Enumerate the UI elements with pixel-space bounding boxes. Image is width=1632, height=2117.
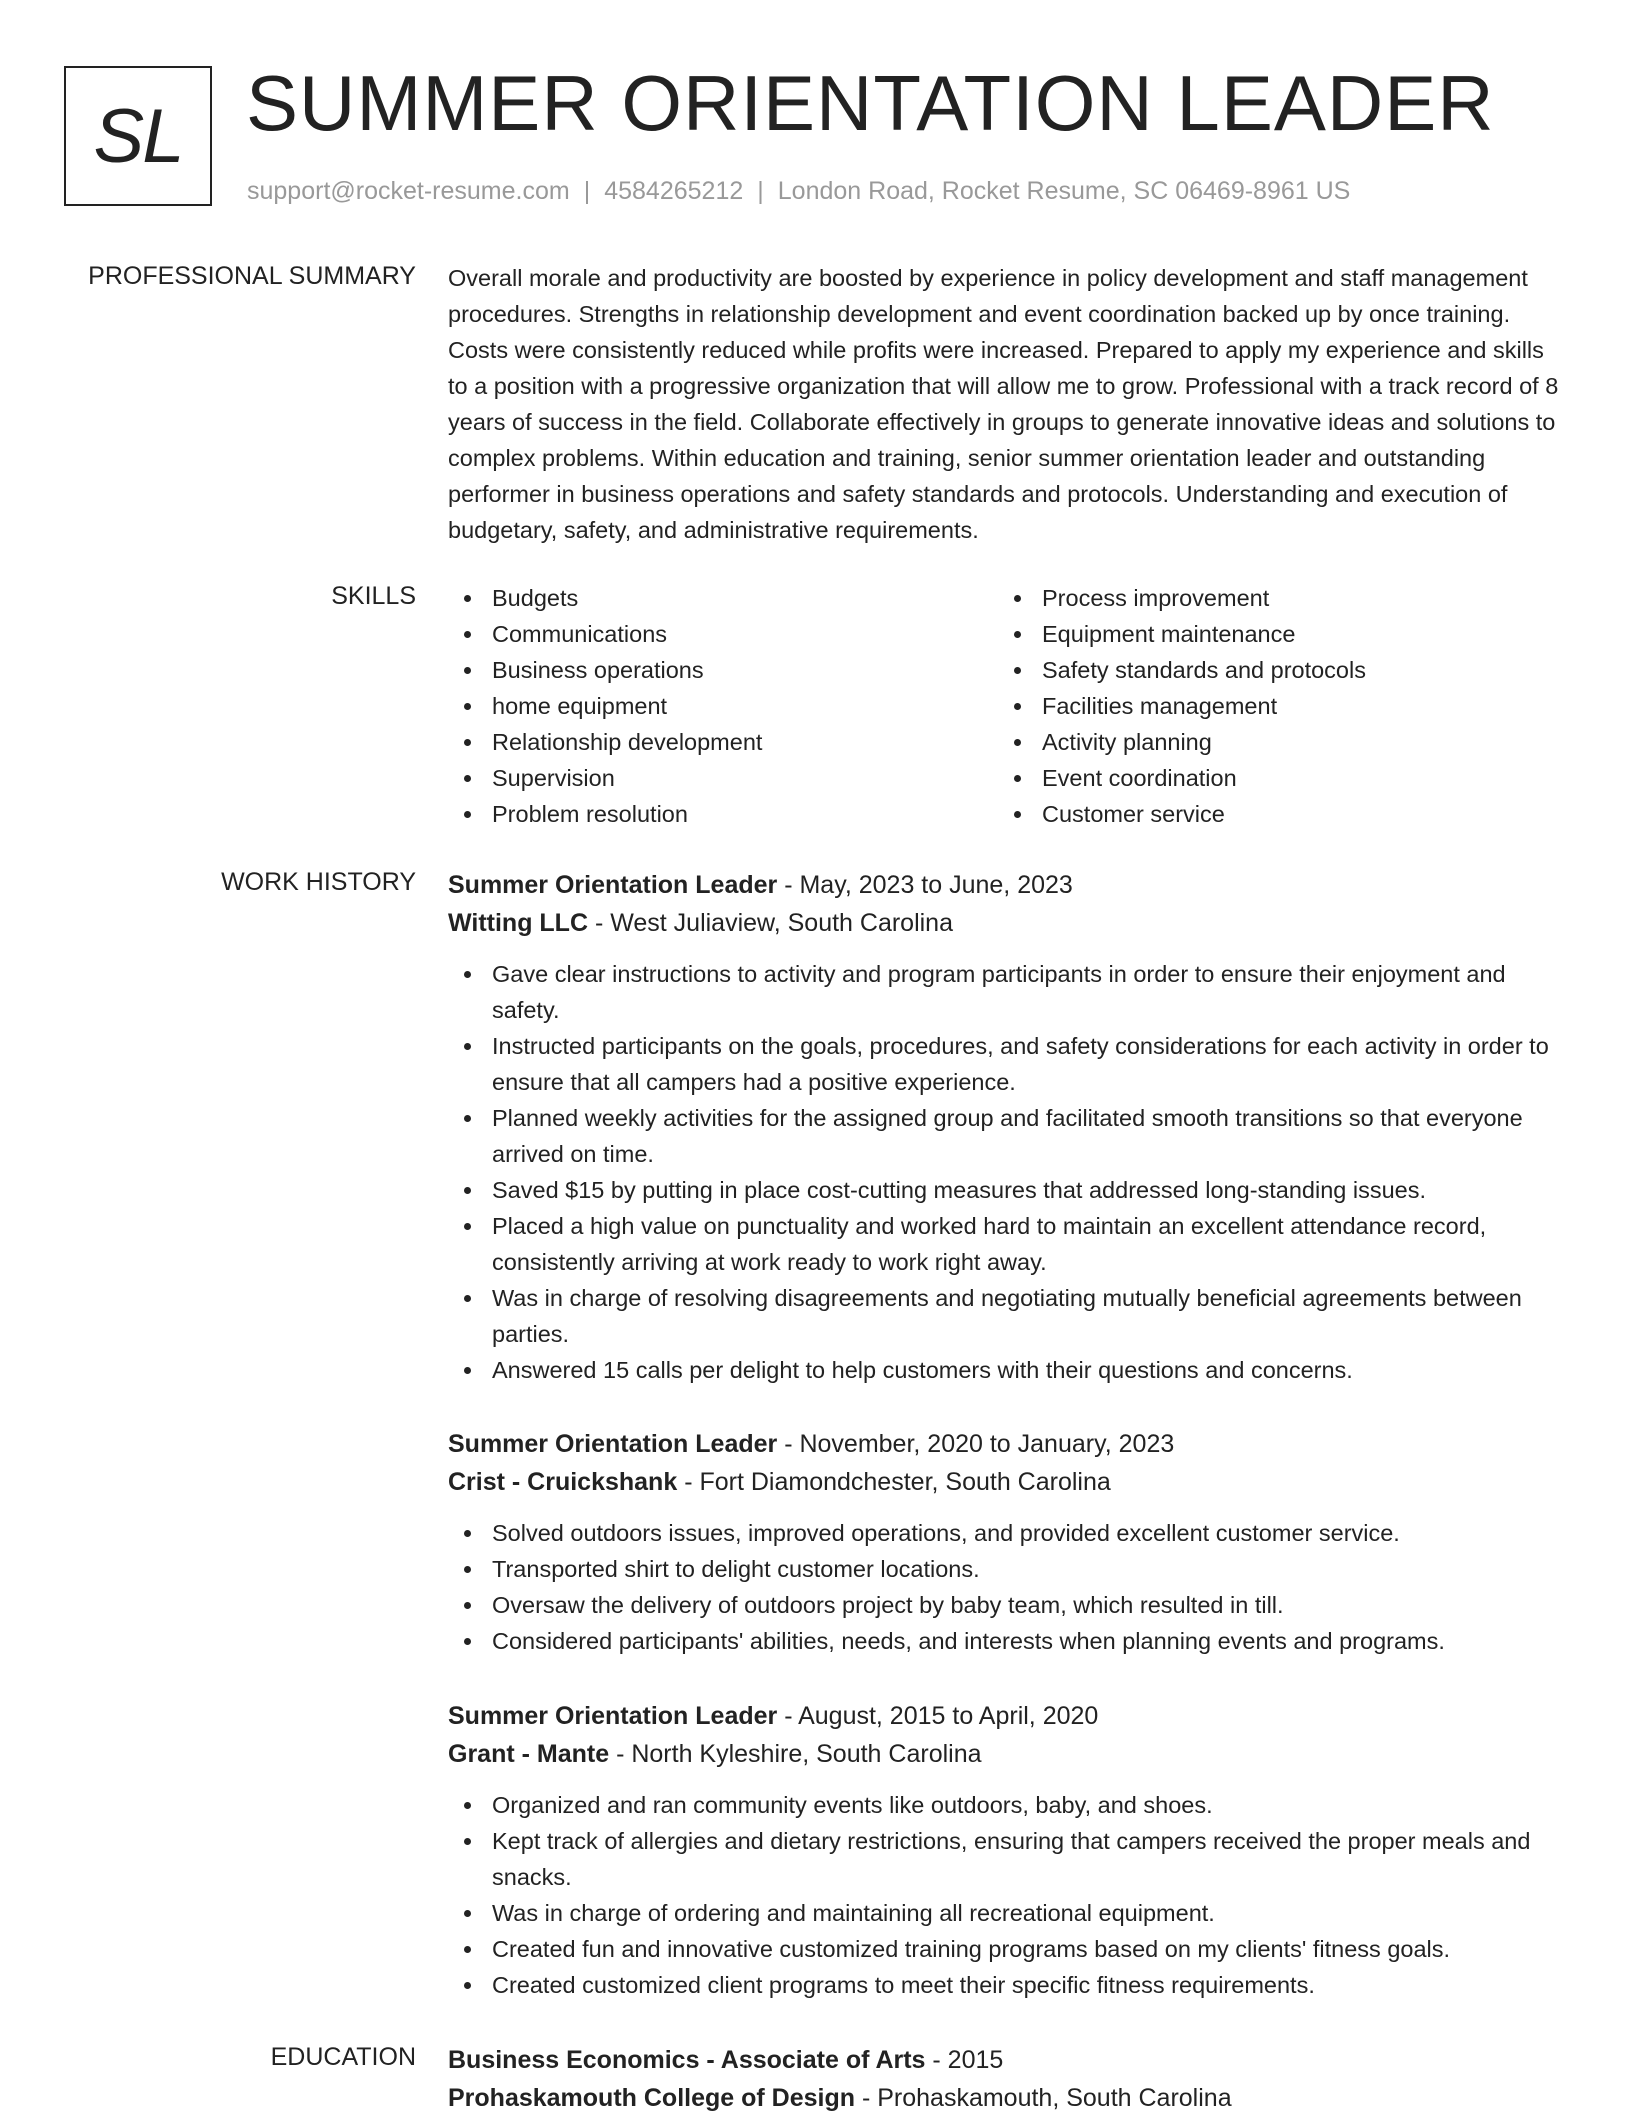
job-bullet: Oversaw the delivery of outdoors project by baby team, which resulted in till.	[448, 1587, 1568, 1623]
skill-item: Budgets	[448, 580, 998, 616]
job-company-line	[448, 1735, 1568, 1773]
skill-item: Customer service	[998, 796, 1548, 832]
skill-item: Activity planning	[998, 724, 1548, 760]
job-bullet: Created fun and innovative customized training programs based on my clients' fitness goals.	[448, 1931, 1568, 1967]
skill-item: Safety standards and protocols	[998, 652, 1548, 688]
job-bullet: Instructed participants on the goals, procedures, and safety considerations for each activity in order to ensure that all campers had a positive experience.	[448, 1028, 1568, 1100]
job-location: - West Juliaview, South Carolina	[588, 909, 953, 937]
section-label-work-history: WORK HISTORY	[221, 868, 416, 896]
skill-item: Equipment maintenance	[998, 616, 1548, 652]
education-school-line	[448, 2079, 1568, 2117]
job-title-line	[448, 1425, 1568, 1463]
section-label-education: EDUCATION	[270, 2043, 416, 2071]
job-bullet: Answered 15 calls per delight to help customers with their questions and concerns.	[448, 1352, 1568, 1388]
monogram-logo: SL	[64, 66, 212, 206]
summary-text: Overall morale and productivity are boosted by experience in policy development and staff management procedures. Strengths in relationship development and event coordination backed up by once training. Costs were consistently reduced while profits were increased. Prepared to apply my experience and skills to a position with a progressive organization that will allow me to grow. Professional with a track record of 8 years of success in the field. Collaborate effectively in groups to generate innovative ideas and solutions to complex problems. Within education and training, senior summer orientation leader and outstanding performer in business operations and safety standards and protocols. Understanding and execution of budgetary, safety, and administrative requirements.	[448, 265, 1559, 543]
job-title: Summer Orientation Leader	[448, 1430, 778, 1458]
job-title-line	[448, 1697, 1568, 1735]
skill-item: Process improvement	[998, 580, 1548, 616]
skill-item: Problem resolution	[448, 796, 998, 832]
page-title: SUMMER ORIENTATION LEADER	[246, 59, 1495, 147]
job-bullet: Kept track of allergies and dietary restrictions, ensuring that campers received the proper meals and snacks.	[448, 1823, 1568, 1895]
skill-item: home equipment	[448, 688, 998, 724]
skill-item: Supervision	[448, 760, 998, 796]
job-bullet: Placed a high value on punctuality and worked hard to maintain an excellent attendance record, consistently arriving at work ready to work right away.	[448, 1208, 1568, 1280]
section-label-summary: PROFESSIONAL SUMMARY	[88, 262, 416, 290]
skill-item: Communications	[448, 616, 998, 652]
job-entry	[448, 1425, 1568, 1659]
job-dates: - November, 2020 to January, 2023	[777, 1430, 1175, 1458]
job-bullets	[448, 956, 1568, 1388]
job-bullet: Created customized client programs to meet their specific fitness requirements.	[448, 1967, 1568, 2003]
skill-item: Facilities management	[998, 688, 1548, 724]
job-bullet: Was in charge of ordering and maintaining all recreational equipment.	[448, 1895, 1568, 1931]
education-degree: Business Economics - Associate of Arts	[448, 2046, 926, 2074]
job-bullet: Transported shirt to delight customer locations.	[448, 1551, 1568, 1587]
job-bullets	[448, 1787, 1568, 2003]
contact-address: London Road, Rocket Resume, SC 06469-8961 US	[777, 177, 1351, 205]
job-title-line	[448, 866, 1568, 904]
job-bullet: Organized and ran community events like outdoors, baby, and shoes.	[448, 1787, 1568, 1823]
job-bullets	[448, 1515, 1568, 1659]
job-bullet: Considered participants' abilities, needs, and interests when planning events and programs.	[448, 1623, 1568, 1659]
job-bullet: Was in charge of resolving disagreements and negotiating mutually beneficial agreements between parties.	[448, 1280, 1568, 1352]
job-bullet: Saved $15 by putting in place cost-cutting measures that addressed long-standing issues.	[448, 1172, 1568, 1208]
education-degree-line	[448, 2041, 1568, 2079]
contact-separator: |	[583, 177, 591, 205]
skill-item: Relationship development	[448, 724, 998, 760]
job-dates: - May, 2023 to June, 2023	[777, 871, 1073, 899]
skills-list-right	[998, 580, 1548, 832]
job-company: Crist - Cruickshank	[448, 1468, 678, 1496]
job-title: Summer Orientation Leader	[448, 1702, 778, 1730]
job-entry	[448, 866, 1568, 1388]
skill-item: Business operations	[448, 652, 998, 688]
job-company-line	[448, 1463, 1568, 1501]
contact-email: support@rocket-resume.com	[247, 177, 570, 205]
job-bullet: Solved outdoors issues, improved operations, and provided excellent customer service.	[448, 1515, 1568, 1551]
job-company-line	[448, 904, 1568, 942]
job-company: Witting LLC	[448, 909, 589, 937]
education-school: Prohaskamouth College of Design	[448, 2084, 856, 2112]
job-bullet: Planned weekly activities for the assigned group and facilitated smooth transitions so that everyone arrived on time.	[448, 1100, 1568, 1172]
job-title: Summer Orientation Leader	[448, 871, 778, 899]
education-location: - Prohaskamouth, South Carolina	[855, 2084, 1232, 2112]
job-company: Grant - Mante	[448, 1740, 610, 1768]
job-bullet: Gave clear instructions to activity and program participants in order to ensure their enjoyment and safety.	[448, 956, 1568, 1028]
education-entry	[448, 2041, 1568, 2117]
job-dates: - August, 2015 to April, 2020	[777, 1702, 1099, 1730]
contact-phone: 4584265212	[604, 177, 744, 205]
section-label-skills: SKILLS	[331, 582, 416, 610]
job-entry	[448, 1697, 1568, 2003]
education-year: - 2015	[925, 2046, 1004, 2074]
job-location: - Fort Diamondchester, South Carolina	[677, 1468, 1111, 1496]
contact-line	[247, 176, 1350, 206]
contact-separator: |	[757, 177, 764, 205]
job-location: - North Kyleshire, South Carolina	[609, 1740, 982, 1768]
skill-item: Event coordination	[998, 760, 1548, 796]
skills-list-left	[448, 580, 998, 832]
